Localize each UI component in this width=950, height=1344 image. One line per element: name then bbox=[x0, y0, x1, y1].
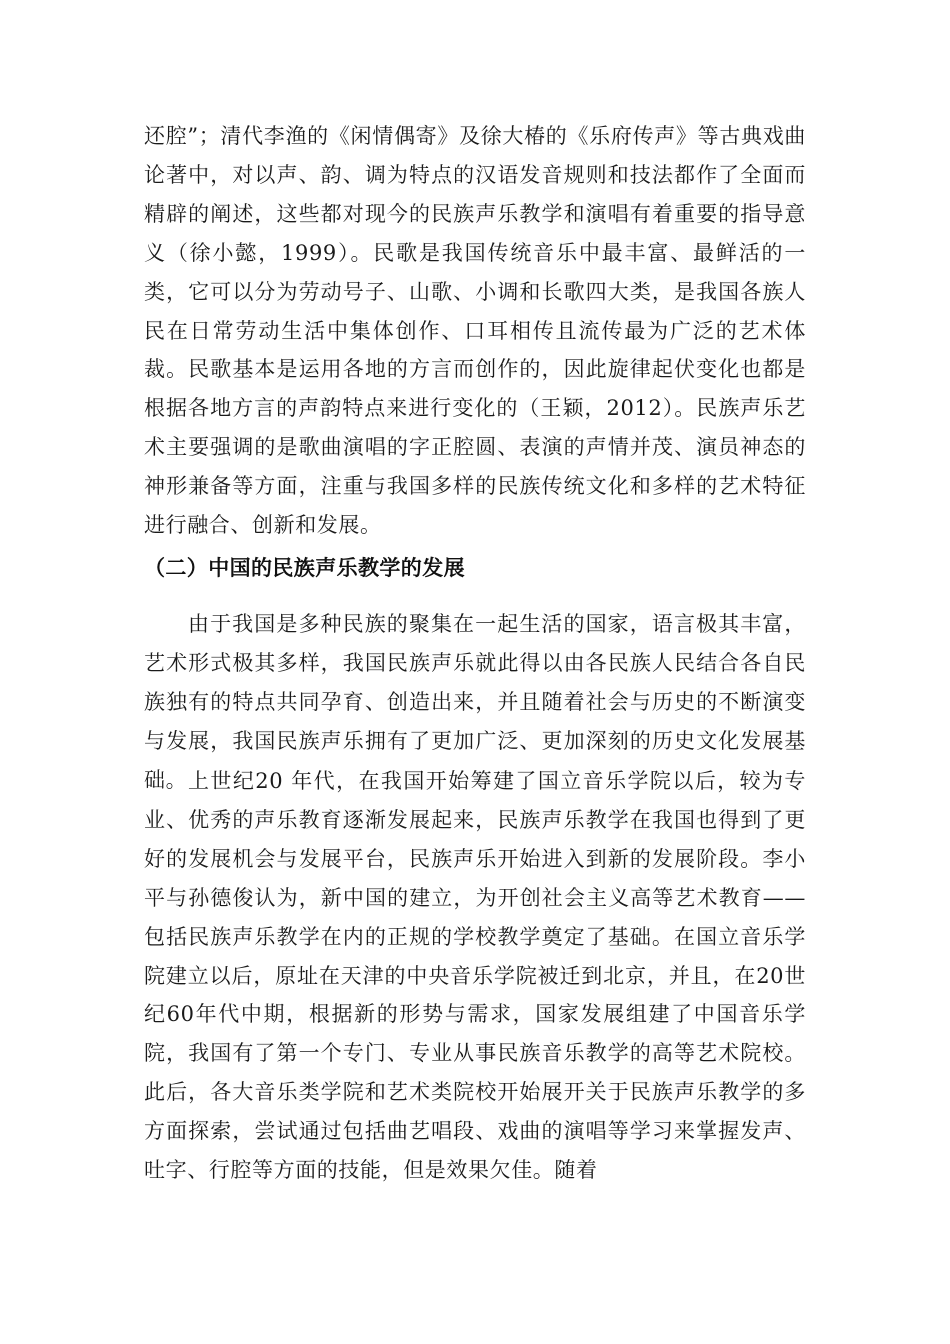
body-paragraph-2: 由于我国是多种民族的聚集在一起生活的国家，语言极其丰富，艺术形式极其多样，我国民族声乐就此得以由各民族人民结合各自民族独有的特点共同孕育、创造出来，并且随着社会与历史的不断演变与发展，我国民族声乐拥有了更加广泛、更加深刻的历史文化发展基础。 bbox=[144, 612, 806, 792]
section-heading: （二）中国的民族声乐教学的发展 bbox=[144, 556, 465, 580]
body-paragraph-1: 还腔”；清代李渔的《闲情偶寄》及徐大椿的《乐府传声》等古典戏曲论著中，对以声、韵、调为特点的汉语发音规则和技法都作了全面而精辟的阐述，这些都对现今的民族声乐教学和演唱有着重要的指导意义（徐小懿，1999）。民歌是我国传统音乐中最丰富、最鲜活的一类，它可以分为劳动号子、山歌、小调和长歌四大类，是我国各族人民在日常劳动生活中集体创作、口耳相传且流传最为广泛的艺术体裁。民歌基本是运用各地的方言而创作的，因此旋律起伏变化也都是根据各地方言的声韵特点来进行变化的（王颖，2012）。民族声乐艺术主要强调的是歌曲演唱的字正腔圆、表演的声情并茂、演员神态的神形兼备等方面，注重与我国多样的民族传统文化和多样的艺术特征进行融合、创新和发展。 bbox=[144, 124, 806, 538]
body-paragraph-3: 上世纪20 年代，在我国开始筹建了国立音乐学院以后，较为专业、优秀的声乐教育逐渐发展起来，民族声乐教学在我国也得到了更好的发展机会与发展平台，民族声乐开始进入到新的发展阶段。李小平与孙德俊认为，新中国的建立，为开创社会主义高等艺术教育——包括民族声乐教学在内的正规的学校教学奠定了基础。在国立音乐学院建立以后，原址在天津的中央音乐学院被迁到北京，并且，在20世纪60年代中期，根据新的形势与需求，国家发展组建了中国音乐学院，我国有了第一个专门、专业从事民族音乐教学的高等艺术院校。此后，各大音乐类学院和艺术类院校开始展开关于民族声乐教学的多方面探索，尝试通过包括曲艺唱段、戏曲的演唱等学习来掌握发声、吐字、行腔等方面的技能，但是效果欠佳。随着 bbox=[144, 769, 806, 1183]
